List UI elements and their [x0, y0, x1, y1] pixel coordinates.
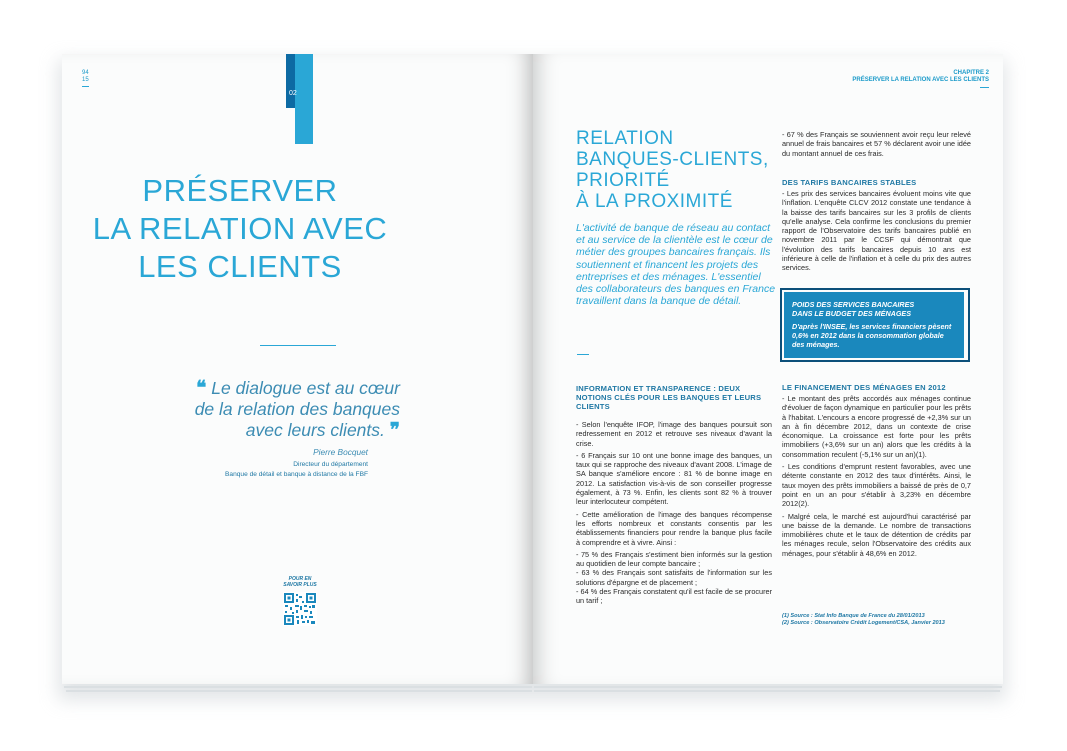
info-box-title-line: POIDS DES SERVICES BANCAIRES — [792, 300, 915, 309]
section-heading-line: RELATION — [576, 128, 674, 149]
footnote: (2) Source : Observatoire Crédit Logement/CSA, Janvier 2013 — [782, 620, 945, 626]
paragraph: - Cette amélioration de l'image des banques récompense les efforts nombreux et constants consentis par les établissements financiers pour rendre la banque plus facile à comprendre et à vivre. Ainsi : — [576, 509, 772, 547]
page-title-line: PRÉSERVER — [142, 173, 338, 208]
paragraph: - Les conditions d'emprunt restent favorables, avec une détente constante en 2012 des taux d'intérêts. Ainsi, le taux moyen des prêts immobiliers a baissé de près de 0,7 point en un an pour s'établir à 3,23% en décembre 2012(2). — [782, 462, 971, 509]
chapter-running-title: PRÉSERVER LA RELATION AVEC LES CLIENTS — [852, 77, 989, 83]
section-body — [782, 394, 971, 561]
info-box-title-line: DANS LE BUDGET DES MÉNAGES — [792, 309, 912, 318]
qr-code-icon[interactable] — [283, 592, 317, 626]
quote-line: de la relation des banques — [194, 399, 400, 419]
author-role: Directeur du département — [293, 461, 368, 468]
section-heading-line: PRIORITÉ — [576, 170, 670, 191]
page-number: 94 — [82, 70, 89, 76]
paragraph: - 64 % des Français constatent qu'il est facile de se procurer un tarif ; — [576, 587, 772, 606]
page-title-line: LA RELATION AVEC — [92, 211, 388, 246]
quote-line: Le dialogue est au cœur — [211, 378, 400, 398]
section-title: DES TARIFS BANCAIRES STABLES — [782, 178, 917, 187]
section-heading-line: BANQUES-CLIENTS, — [576, 149, 769, 170]
intro-rule — [577, 354, 589, 355]
title-rule — [260, 345, 336, 346]
quote-open-icon: ❝ — [196, 378, 207, 399]
page-edge — [534, 686, 1002, 688]
footnote: (1) Source : Stat Info Banque de France du 28/01/2013 — [782, 613, 925, 619]
paragraph: - 67 % des Français se souviennent avoir reçu leur relevé annuel de frais bancaires et 57 % déclarent avoir une idée du montant annuel de ces frais. — [782, 130, 971, 158]
section-heading-line: À LA PROXIMITÉ — [576, 191, 733, 212]
intro-paragraph: L'activité de banque de réseau au contact et au service de la clientèle est le cœur de métier des groupes bancaires français. Ils soutiennent et financent les projets des entreprises et des ménages. L'essentiel des collaborateurs des banques en France travaillent dans la banque de détail. — [576, 222, 776, 308]
paragraph: - Les prix des services bancaires évoluent moins vite que l'inflation. L'enquête CLCV 2012 constate une tendance à la baisse des tarifs bancaires sur les 3 profils de clients qu'elle analyse. Cela confirme les conclusions du premier rapport de l'Observatoire des tarifs bancaires publié en novembre 2011 par le CCSF qui démontrait que l'évolution des tarifs bancaires depuis 10 ans est inférieure à celle de l'inflation et à celle du prix des autres services. — [782, 189, 971, 273]
page-number: 15 — [82, 77, 89, 83]
chapter-tab-light — [295, 54, 313, 144]
paragraph: - Le montant des prêts accordés aux ménages continue d'évoluer de façon dynamique en particulier pour les prêts à l'habitat. L'encours a encore progressé de +2,3% sur un an à fin décembre 2012, dans un contexte de crise économique. La croissance est forte pour les prêts immobiliers (+3,6% sur un an) alors que les crédits à la consommation reculent (-5,1% sur un an)(1). — [782, 394, 971, 459]
paragraph: - Malgré cela, le marché est aujourd'hui caractérisé par une baisse de la demande. Le nombre de transactions immobilières chute et le taux de détention de crédits par les ménages recule, selon l'Observatoire des crédits aux ménages, pour s'établir à 48,6% en 2012. — [782, 511, 971, 558]
page-edge — [534, 690, 1000, 692]
paragraph: - 75 % des Français s'estiment bien informés sur la gestion au quotidien de leur compte bancaire ; — [576, 549, 772, 569]
page-title-line: LES CLIENTS — [138, 249, 342, 284]
quote-line: avec leurs clients. — [245, 420, 385, 440]
more-info-label — [281, 576, 319, 588]
paragraph: - Selon l'enquête IFOP, l'image des banques poursuit son redressement en 2012 et retrouve ses niveaux d'avant la crise. — [576, 420, 772, 448]
more-info-label-line: POUR EN — [288, 576, 312, 582]
section-body — [576, 420, 772, 609]
section-heading — [576, 128, 776, 212]
info-box-text: D'après l'INSEE, les services financiers pèsent 0,6% en 2012 dans la consommation globale des ménages. — [792, 322, 952, 349]
paragraph: - 6 Français sur 10 ont une bonne image des banques, un taux qui se rapproche des niveaux d'avant 2008. L'image de SA banque s'améliore encore : 81 % de bonne image en 2012. La satisfaction vis-à-vis de son conseiller progresse également, à 73 %. Enfin, les clients sont 82 % à trouver leur interlocuteur compétent. — [576, 450, 772, 507]
page-title — [90, 172, 390, 286]
info-box — [784, 292, 964, 358]
page-edge — [64, 686, 532, 688]
more-info-label-line: SAVOIR PLUS — [283, 582, 317, 588]
header-rule — [980, 87, 989, 88]
footnotes — [782, 613, 982, 627]
author-role: Banque de détail et banque à distance de la FBF — [225, 471, 368, 478]
page-edge — [66, 690, 532, 692]
chapter-label: CHAPITRE 2 — [953, 70, 989, 76]
info-box-title — [792, 300, 914, 318]
page-number-rule — [82, 86, 89, 87]
section-title: INFORMATION ET TRANSPARENCE : DEUX NOTIONS CLÉS POUR LES BANQUES ET LEURS CLIENTS — [576, 384, 762, 411]
quote-author: Pierre Bocquet — [313, 447, 368, 457]
quote-close-icon: ❞ — [389, 420, 400, 441]
left-page — [62, 54, 533, 684]
paragraph: - 63 % des Français sont satisfaits de l'information sur les solutions d'épargne et de placement ; — [576, 568, 772, 587]
chapter-number: 02 — [289, 90, 297, 97]
pull-quote — [110, 378, 400, 441]
section-title: LE FINANCEMENT DES MÉNAGES EN 2012 — [782, 383, 946, 392]
